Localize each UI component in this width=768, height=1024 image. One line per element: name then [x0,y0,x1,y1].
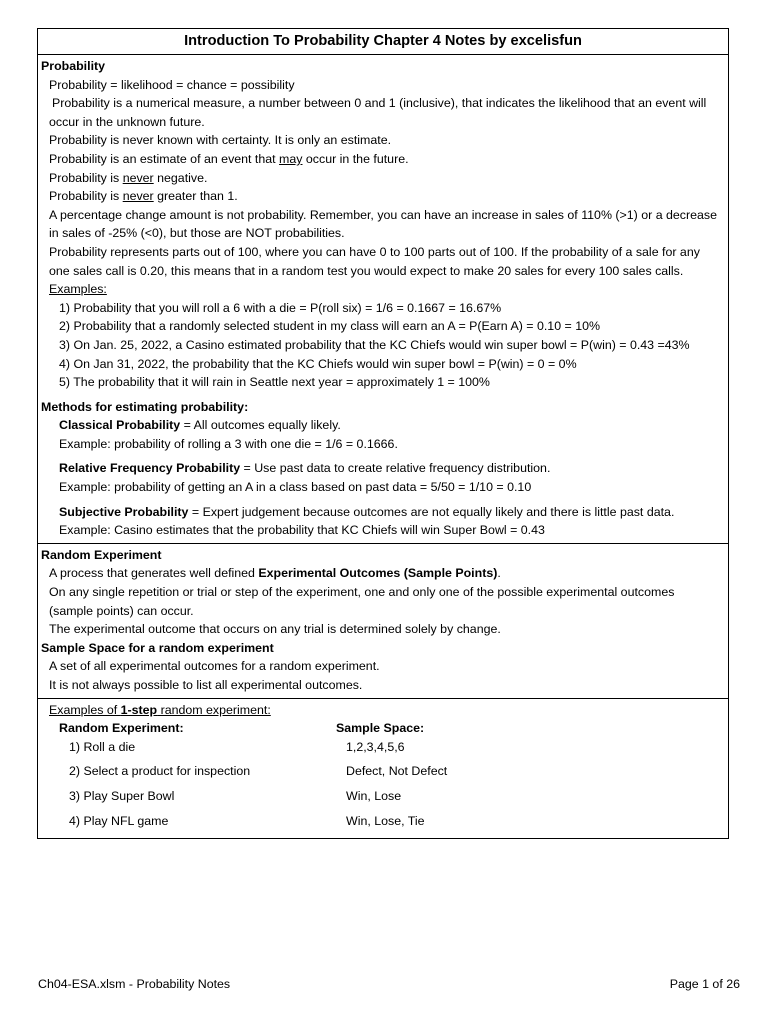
underlined-text: may [279,151,303,166]
text: = Use past data to create relative frequency distribution. [240,461,551,476]
text: = Expert judgement because outcomes are not equally likely and there is little past data. [188,504,675,519]
methods-heading: Methods for estimating probability: [41,399,249,414]
table-header-row [38,719,728,738]
example-item: 5) The probability that it will rain in Seattle next year = approximately 1 = 100% [59,375,490,390]
underlined-text: never [122,170,154,185]
text: A process that generates well defined [49,566,259,581]
text: greater than 1. [153,189,238,204]
sample-space-line-1: A set of all experimental outcomes for a random experiment. [49,659,380,674]
document-title: Introduction To Probability Chapter 4 Notes by excelisfun [38,29,728,55]
experiment-cell: 2) Select a product for inspection [69,764,251,779]
examples-table-label [38,701,728,720]
table-row [38,812,728,831]
experiment-cell: 4) Play NFL game [69,813,169,828]
example-item: 3) On Jan. 25, 2022, a Casino estimated probability that the KC Chiefs would win super bowl = P(win) = 0.43 =43% [59,337,690,352]
random-experiment-heading: Random Experiment [41,547,162,562]
subjective-probability [38,503,728,522]
probability-def-1: Probability = likelihood = chance = possibility [49,77,295,92]
classical-probability [38,416,728,435]
random-experiment-line-3: The experimental outcome that occurs on any trial is determined solely by change. [49,622,501,637]
bold-text: Experimental Outcomes (Sample Points) [258,566,498,581]
probability-def-4 [38,150,728,169]
notes-document [37,28,729,839]
text: . [497,566,501,581]
examples-table-section [38,699,728,839]
sample-space-cell: Win, Lose, Tie [346,813,425,828]
examples-label: Examples: [49,282,107,297]
random-experiment-line-2b: (sample points) can occur. [49,603,194,618]
classical-label: Classical Probability [59,418,181,433]
probability-def-2: Probability is a numerical measure, a number between 0 and 1 (inclusive), that indicates the likelihood that an event will [52,96,707,111]
example-item: 1) Probability that you will roll a 6 with a die = P(roll six) = 1/6 = 0.1667 = 16.67% [59,300,502,315]
sample-space-cell: 1,2,3,4,5,6 [346,739,405,754]
text: negative. [153,170,208,185]
probability-section [38,55,728,544]
probability-def-7b: in sales of -25% (<0), but those are NOT probabilities. [49,226,345,241]
table-row [38,738,728,757]
probability-def-3: Probability is never known with certainty. It is only an estimate. [49,133,392,148]
relative-label: Relative Frequency Probability [59,461,241,476]
text: Examples of [49,702,121,717]
experiment-cell: 3) Play Super Bowl [69,788,175,803]
sample-space-cell: Defect, Not Defect [346,764,448,779]
underlined-text: never [122,189,154,204]
probability-def-8b: one sales call is 0.20, this means that in a random test you would expect to make 20 sales for every 100 sales calls. [49,263,684,278]
example-item: 2) Probability that a randomly selected student in my class will earn an A = P(Earn A) = 0.10 = 10% [59,319,600,334]
probability-def-7: A percentage change amount is not probability. Remember, you can have an increase in sales of 110% (>1) or a decrease [49,207,717,222]
subjective-label: Subjective Probability [59,504,189,519]
probability-def-5 [38,169,728,188]
probability-def-6 [38,187,728,206]
text: Probability is an estimate of an event that [49,151,280,166]
text: Probability is [49,189,123,204]
text: Probability is [49,170,123,185]
table-row [38,762,728,781]
sample-space-heading: Sample Space for a random experiment [41,640,274,655]
footer-page-number: Page 1 of 26 [669,977,740,991]
footer-filename: Ch04-ESA.xlsm - Probability Notes [38,977,231,991]
text: = All outcomes equally likely. [180,418,341,433]
table-row [38,787,728,806]
experiment-cell: 1) Roll a die [69,739,136,754]
random-experiment-line-1 [38,564,728,583]
sample-space-line-2: It is not always possible to list all experimental outcomes. [49,678,363,692]
example-item: 4) On Jan 31, 2022, the probability that the KC Chiefs would win super bowl = P(win) = 0 = 0% [59,356,577,371]
subjective-example: Example: Casino estimates that the probability that KC Chiefs will win Super Bowl = 0.43 [59,523,545,538]
relative-example: Example: probability of getting an A in a class based on past data = 5/50 = 1/10 = 0.10 [59,480,532,495]
random-experiment-section [38,544,728,699]
classical-example: Example: probability of rolling a 3 with one die = 1/6 = 0.1666. [59,436,398,451]
bold-text: 1-step [120,702,158,717]
probability-def-8: Probability represents parts out of 100, where you can have 0 to 100 parts out of 100. If the probability of a sale for any [49,244,700,259]
probability-heading: Probability [41,59,106,73]
text: random experiment: [157,702,271,717]
random-experiment-line-2: On any single repetition or trial or step of the experiment, one and only one of the possible experimental outcomes [49,585,675,600]
text: occur in the future. [302,151,409,166]
relative-frequency-probability [38,459,728,478]
sample-space-cell: Win, Lose [346,788,402,803]
col-header-sample-space: Sample Space: [336,721,425,736]
probability-def-2b: occur in the unknown future. [49,114,205,129]
col-header-experiment: Random Experiment: [59,721,184,736]
